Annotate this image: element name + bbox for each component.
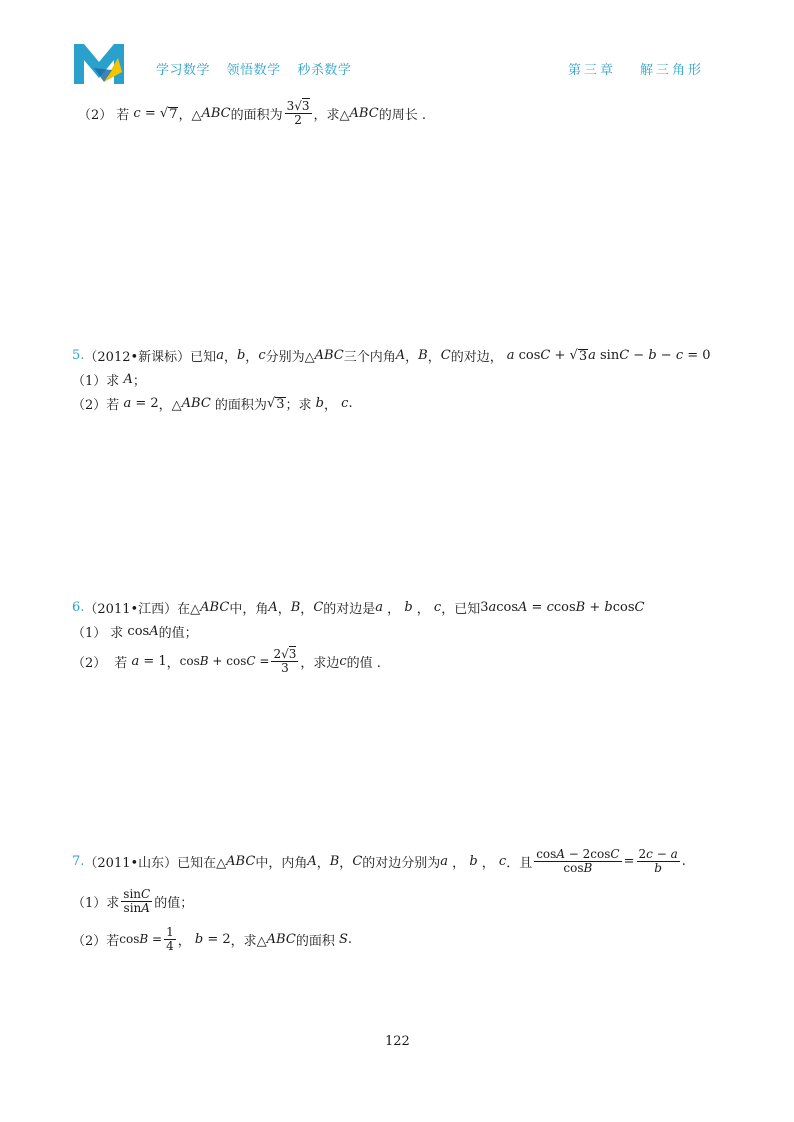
text: ，求边	[300, 655, 340, 671]
text: 三个内角	[343, 350, 396, 365]
slogan-2: 领悟数学	[226, 63, 281, 78]
text: ．且	[506, 855, 533, 871]
q7-source: （2011•山东）	[84, 855, 178, 871]
text: 中，内角	[255, 855, 308, 871]
logo-icon	[72, 42, 126, 86]
text: （1）	[72, 626, 107, 641]
text: ，	[324, 398, 338, 413]
q7-part1: （1） 求 $\frac{\sin C}{\sin A}$ 的值；	[72, 887, 194, 915]
text: （2）	[72, 655, 107, 671]
text: （2）	[72, 933, 107, 949]
text: 求	[106, 895, 120, 911]
q5-part1: （1） 求 A ；	[72, 372, 146, 389]
text: 若	[106, 398, 120, 413]
text: 若	[114, 655, 128, 671]
text: 的面积为	[230, 107, 283, 123]
text: 的值 .	[346, 655, 381, 671]
text: （1）	[72, 374, 107, 389]
text: 若	[116, 107, 130, 123]
text: 在△	[177, 602, 201, 617]
q6-source: （2011•江西）	[84, 602, 178, 617]
slogan-1: 学习数学	[156, 63, 211, 78]
q6-part1: （1） 求 cos A 的值；	[72, 624, 198, 641]
text: .	[347, 931, 353, 947]
text: ，△	[178, 107, 202, 123]
q5-stem: 5. （2012•新课标） 已知 a ， b ， c 分别为△ ABC 三个内角 A ， B ， C 的对边， a cos C + √ 3 a sin C − b − c = 0	[72, 348, 711, 365]
q7-part2: （2） 若 cosB = $\frac{1}{4}$ ， b = 2 ，求△ ABC 的面积 S .	[72, 925, 353, 953]
text: ，	[177, 933, 191, 949]
q7-number: 7.	[72, 853, 85, 869]
q6-number: 6.	[72, 600, 85, 615]
q5-number: 5.	[72, 348, 85, 363]
text: 已知	[190, 350, 217, 365]
slogan-3: 秒杀数学	[297, 63, 352, 78]
text: 中，角	[229, 602, 269, 617]
q5-part2: （2） 若 a = 2 ，△ ABC 的面积为 √ 3 ；求 b ， c .	[72, 396, 353, 413]
q5-source: （2012•新课标）	[84, 350, 191, 365]
sqrt-7: √ 7	[159, 105, 178, 122]
text: ，求△	[313, 107, 350, 123]
chapter-label: 第三章	[568, 63, 617, 78]
text: ，已知	[441, 602, 481, 617]
text: 求	[110, 626, 124, 641]
text: 若	[106, 933, 120, 949]
text: ，	[166, 655, 180, 671]
text: 求	[106, 374, 120, 389]
text: 分别为△	[265, 350, 315, 365]
page-number: 122	[385, 1034, 410, 1049]
q6-stem: 6. （2011•江西） 在△ ABC 中，角 A ， B ， C 的对边是 a ， b ， c ，已知 3 a cos A = c cos B + b cos C	[72, 600, 645, 617]
text: 的值；	[158, 626, 198, 641]
text: （2）	[72, 398, 107, 413]
text: 的对边是	[323, 602, 376, 617]
text: ，△	[158, 398, 182, 413]
fraction-3sqrt3-over-2: $\frac{3√3}{2}$	[286, 99, 310, 127]
text: （1）	[72, 895, 107, 911]
q6-part2: （2） 若 a = 1 ， cosB + cosC = $\frac{2√3}{3}$ ，求边 c 的值 .	[72, 647, 381, 675]
q4-part2-label: （2）	[78, 107, 113, 123]
text: ；求	[285, 398, 312, 413]
chapter-title: 解三角形	[640, 63, 705, 78]
text: ，求△	[230, 933, 267, 949]
text: 的面积	[295, 933, 335, 949]
q7-stem: 7. （2011•山东） 已知在△ ABC 中，内角 A ， B ， C 的对边分别为 a ， b ， c ．且 $\frac{\cos A - 2\cos C}{\cos B}$ = $\frac{2c - a}{b}$ .	[72, 847, 686, 875]
text: 的值；	[154, 895, 194, 911]
text: 的对边，	[450, 350, 503, 365]
header-chapter	[568, 59, 728, 78]
text: 的面积为	[214, 398, 267, 413]
q4-part2: （2） 若 c = √ 7 ，△ ABC 的面积为 $\frac{3√3}{2}$ ，求△ ABC 的周长 .	[78, 99, 426, 127]
text: 的周长 .	[378, 107, 426, 123]
header-slogan	[156, 59, 363, 78]
text: 的对边分别为	[362, 855, 441, 871]
text: .	[348, 396, 353, 411]
text: 已知在△	[177, 855, 227, 871]
